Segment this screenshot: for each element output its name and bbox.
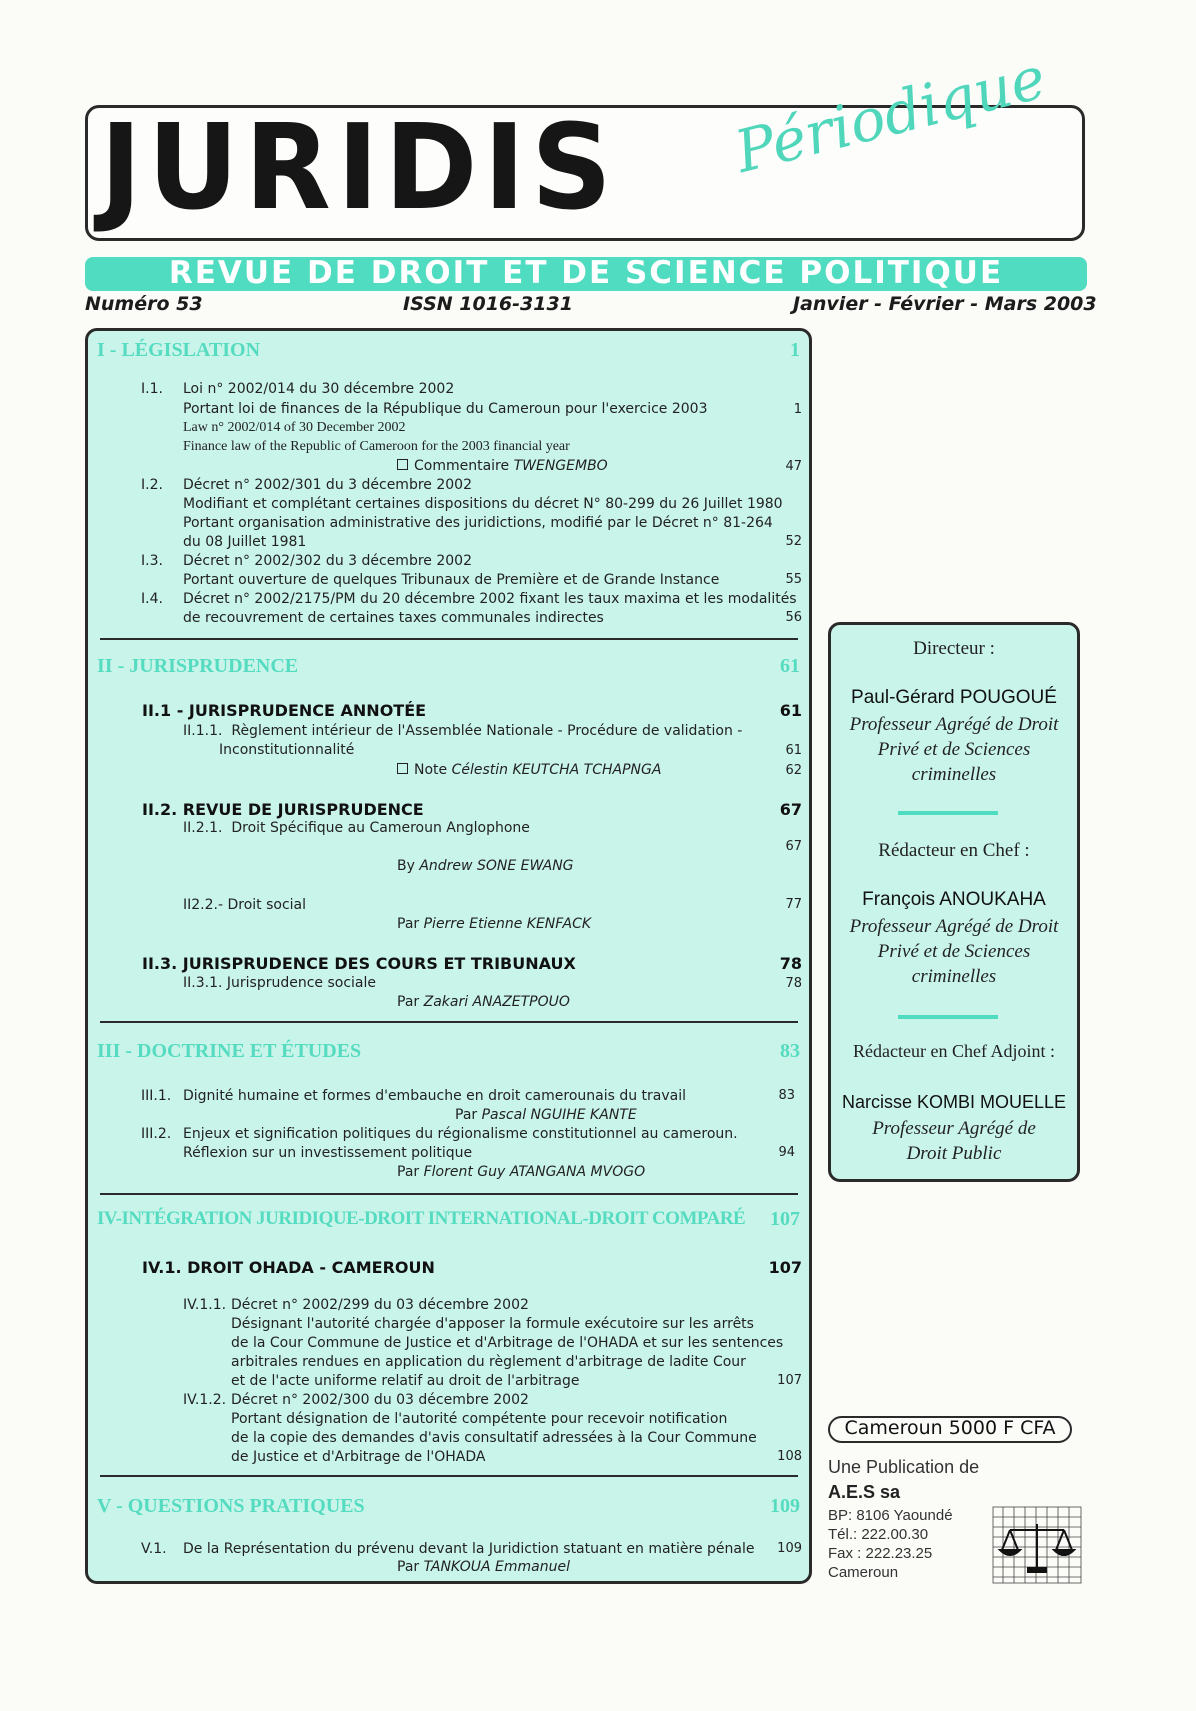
entry-page: 109 bbox=[777, 1541, 802, 1556]
publisher-country: Cameroun bbox=[828, 1564, 899, 1581]
publisher-intro: Une Publication de bbox=[828, 1457, 980, 1477]
issue-date: Janvier - Février - Mars 2003 bbox=[793, 293, 1097, 315]
entry-line: arbitrales rendues en application du règlement d'arbitrage de ladite Cour bbox=[231, 1354, 746, 1370]
section-title: I - LÉGISLATION bbox=[97, 339, 261, 361]
entry-page: 62 bbox=[785, 763, 802, 778]
issue-number: Numéro 53 bbox=[85, 293, 203, 315]
entry-number: III.1. bbox=[141, 1088, 172, 1104]
entry-page: 1 bbox=[793, 402, 802, 417]
entry-line: Law n° 2002/014 of 30 December 2002 bbox=[183, 420, 406, 435]
director-role: Directeur : bbox=[913, 638, 995, 659]
entry-line: Portant loi de finances de la République du Cameroun pour l'exercice 2003 bbox=[183, 401, 708, 417]
entry-line: Décret n° 2002/301 du 3 décembre 2002 bbox=[183, 477, 472, 493]
entry-line: Inconstitutionnalité bbox=[219, 742, 355, 758]
entry-author: Par Zakari ANAZETPOUO bbox=[397, 994, 570, 1010]
entry-line: de la Cour Commune de Justice et d'Arbitrage de l'OHADA et sur les sentences bbox=[231, 1335, 784, 1351]
publisher-name: A.E.S sa bbox=[828, 1482, 901, 1502]
entry-line: Enjeux et signification politiques du régionalisme constitutionnel au cameroun. bbox=[183, 1126, 738, 1142]
staff-divider bbox=[898, 1015, 998, 1019]
section-title: IV-INTÉGRATION JURIDIQUE-DROIT INTERNATIONAL-DROIT COMPARÉ bbox=[97, 1208, 746, 1229]
staff-divider bbox=[898, 811, 998, 815]
section-divider bbox=[100, 638, 798, 640]
entry-author: Par TANKOUA Emmanuel bbox=[397, 1559, 570, 1575]
entry-page: 52 bbox=[785, 534, 802, 549]
section-page: 107 bbox=[770, 1208, 800, 1230]
entry-line: II2.2.- Droit social bbox=[183, 897, 307, 913]
entry-line: Modifiant et complétant certaines dispositions du décret N° 80-299 du 26 Juillet 1980 bbox=[183, 496, 783, 512]
entry-line: II.2.1. Droit Spécifique au Cameroun Anglophone bbox=[183, 820, 530, 836]
entry-author: Par Florent Guy ATANGANA MVOGO bbox=[397, 1164, 646, 1180]
section-title: III - DOCTRINE ET ÉTUDES bbox=[97, 1040, 362, 1062]
entry-number: I.1. bbox=[141, 381, 163, 397]
entry-page: 56 bbox=[785, 610, 802, 625]
entry-commentary: Commentaire TWENGEMBO bbox=[397, 458, 608, 474]
deputy-editor-description: Professeur Agrégé de Droit Public bbox=[872, 1118, 1036, 1164]
scales-of-justice-logo-icon bbox=[992, 1506, 1082, 1584]
subsection-page: 61 bbox=[779, 701, 802, 720]
price: Cameroun 5000 F CFA bbox=[844, 1417, 1056, 1439]
entry-page: 55 bbox=[785, 572, 802, 587]
entry-line: De la Représentation du prévenu devant la Juridiction statuant en matière pénale bbox=[183, 1541, 755, 1557]
entry-line: Décret n° 2002/299 du 03 décembre 2002 bbox=[231, 1297, 529, 1313]
chief-editor-role: Rédacteur en Chef : bbox=[878, 840, 1030, 861]
entry-author: Par Pascal NGUIHE KANTE bbox=[455, 1107, 637, 1123]
entry-line: de la copie des demandes d'avis consultatif adressées à la Cour Commune bbox=[231, 1430, 757, 1446]
publisher-fax: Fax : 222.23.25 bbox=[828, 1545, 933, 1562]
entry-line: Désignant l'autorité chargée d'apposer la formule exécutoire sur les arrêts bbox=[231, 1316, 754, 1332]
section-divider bbox=[100, 1193, 798, 1195]
subsection-title: II.3. JURISPRUDENCE DES COURS ET TRIBUNAUX bbox=[142, 954, 576, 973]
entry-number: IV.1.2. bbox=[183, 1392, 227, 1408]
journal-subtitle: REVUE DE DROIT ET DE SCIENCE POLITIQUE bbox=[168, 255, 1004, 291]
checkbox-icon bbox=[397, 763, 408, 774]
section-title: II - JURISPRUDENCE bbox=[97, 655, 299, 677]
subsection-title: II.1 - JURISPRUDENCE ANNOTÉE bbox=[142, 701, 427, 720]
entry-page: 67 bbox=[785, 839, 802, 854]
entry-line: de recouvrement de certaines taxes communales indirectes bbox=[183, 610, 604, 626]
entry-line: Loi n° 2002/014 du 30 décembre 2002 bbox=[183, 381, 455, 397]
entry-page: 108 bbox=[777, 1449, 802, 1464]
entry-number: III.2. bbox=[141, 1126, 172, 1142]
entry-number: I.4. bbox=[141, 591, 163, 607]
section-page: 109 bbox=[770, 1495, 800, 1517]
section-page: 61 bbox=[780, 655, 800, 677]
entry-number: I.3. bbox=[141, 553, 163, 569]
subsection-title: IV.1. DROIT OHADA - CAMEROUN bbox=[142, 1258, 435, 1277]
entry-page: 77 bbox=[785, 897, 802, 912]
entry-line: Finance law of the Republic of Cameroon for the 2003 financial year bbox=[183, 439, 570, 454]
entry-number: I.2. bbox=[141, 477, 163, 493]
entry-page: 94 bbox=[778, 1145, 795, 1160]
entry-author: Par Pierre Etienne KENFACK bbox=[397, 916, 592, 932]
chief-editor-name: François ANOUKAHA bbox=[862, 889, 1046, 910]
journal-title: JURIDIS bbox=[100, 100, 618, 237]
entry-line: Dignité humaine et formes d'embauche en droit camerounais du travail bbox=[183, 1088, 687, 1104]
entry-page: 61 bbox=[785, 743, 802, 758]
entry-page: 83 bbox=[778, 1088, 795, 1103]
publisher-tel: Tél.: 222.00.30 bbox=[828, 1526, 929, 1543]
entry-line: Portant ouverture de quelques Tribunaux de Première et de Grande Instance bbox=[183, 572, 720, 588]
subsection-page: 78 bbox=[779, 954, 802, 973]
publisher-bp: BP: 8106 Yaoundé bbox=[828, 1507, 953, 1524]
entry-line: Portant organisation administrative des juridictions, modifié par le Décret n° 81-264 bbox=[183, 515, 773, 531]
section-divider bbox=[100, 1475, 798, 1477]
director-name: Paul-Gérard POUGOUÉ bbox=[851, 687, 1057, 708]
entry-page: 107 bbox=[777, 1373, 802, 1388]
checkbox-icon bbox=[397, 459, 408, 470]
entry-line: et de l'acte uniforme relatif au droit de l'arbitrage bbox=[231, 1373, 580, 1389]
subsection-page: 107 bbox=[768, 1258, 802, 1277]
entry-line: II.1.1. Règlement intérieur de l'Assemblée Nationale - Procédure de validation - bbox=[183, 723, 743, 739]
entry-line: Décret n° 2002/2175/PM du 20 décembre 2002 fixant les taux maxima et les modalités bbox=[183, 591, 797, 607]
journal-script-title: Périodique bbox=[728, 43, 1053, 186]
entry-note: Note Célestin KEUTCHA TCHAPNGA bbox=[397, 762, 661, 778]
deputy-editor-role: Rédacteur en Chef Adjoint : bbox=[853, 1041, 1055, 1061]
entry-number: IV.1.1. bbox=[183, 1297, 227, 1313]
director-description: Professeur Agrégé de Droit Privé et de Sciences criminelles bbox=[849, 714, 1059, 785]
issn: ISSN 1016-3131 bbox=[403, 293, 573, 315]
entry-line: Décret n° 2002/300 du 03 décembre 2002 bbox=[231, 1392, 529, 1408]
deputy-editor-name: Narcisse KOMBI MOUELLE bbox=[841, 1092, 1067, 1112]
section-divider bbox=[100, 1021, 798, 1023]
subsection-title: II.2. REVUE DE JURISPRUDENCE bbox=[142, 800, 424, 819]
entry-line: de Justice et d'Arbitrage de l'OHADA bbox=[231, 1449, 486, 1465]
entry-line: Réflexion sur un investissement politique bbox=[183, 1145, 473, 1161]
entry-line: Portant désignation de l'autorité compétente pour recevoir notification bbox=[231, 1411, 728, 1427]
entry-author: By Andrew SONE EWANG bbox=[397, 858, 574, 874]
entry-line: Décret n° 2002/302 du 3 décembre 2002 bbox=[183, 553, 472, 569]
entry-page: 78 bbox=[785, 976, 802, 991]
entry-line: du 08 Juillet 1981 bbox=[183, 534, 307, 550]
subsection-page: 67 bbox=[779, 800, 802, 819]
section-page: 83 bbox=[780, 1040, 800, 1062]
chief-editor-description: Professeur Agrégé de Droit Privé et de Sciences criminelles bbox=[849, 916, 1059, 987]
entry-line: II.3.1. Jurisprudence sociale bbox=[183, 975, 376, 991]
section-title: V - QUESTIONS PRATIQUES bbox=[97, 1495, 365, 1517]
entry-number: V.1. bbox=[141, 1541, 167, 1557]
entry-page: 47 bbox=[785, 459, 802, 474]
section-page: 1 bbox=[790, 339, 800, 361]
